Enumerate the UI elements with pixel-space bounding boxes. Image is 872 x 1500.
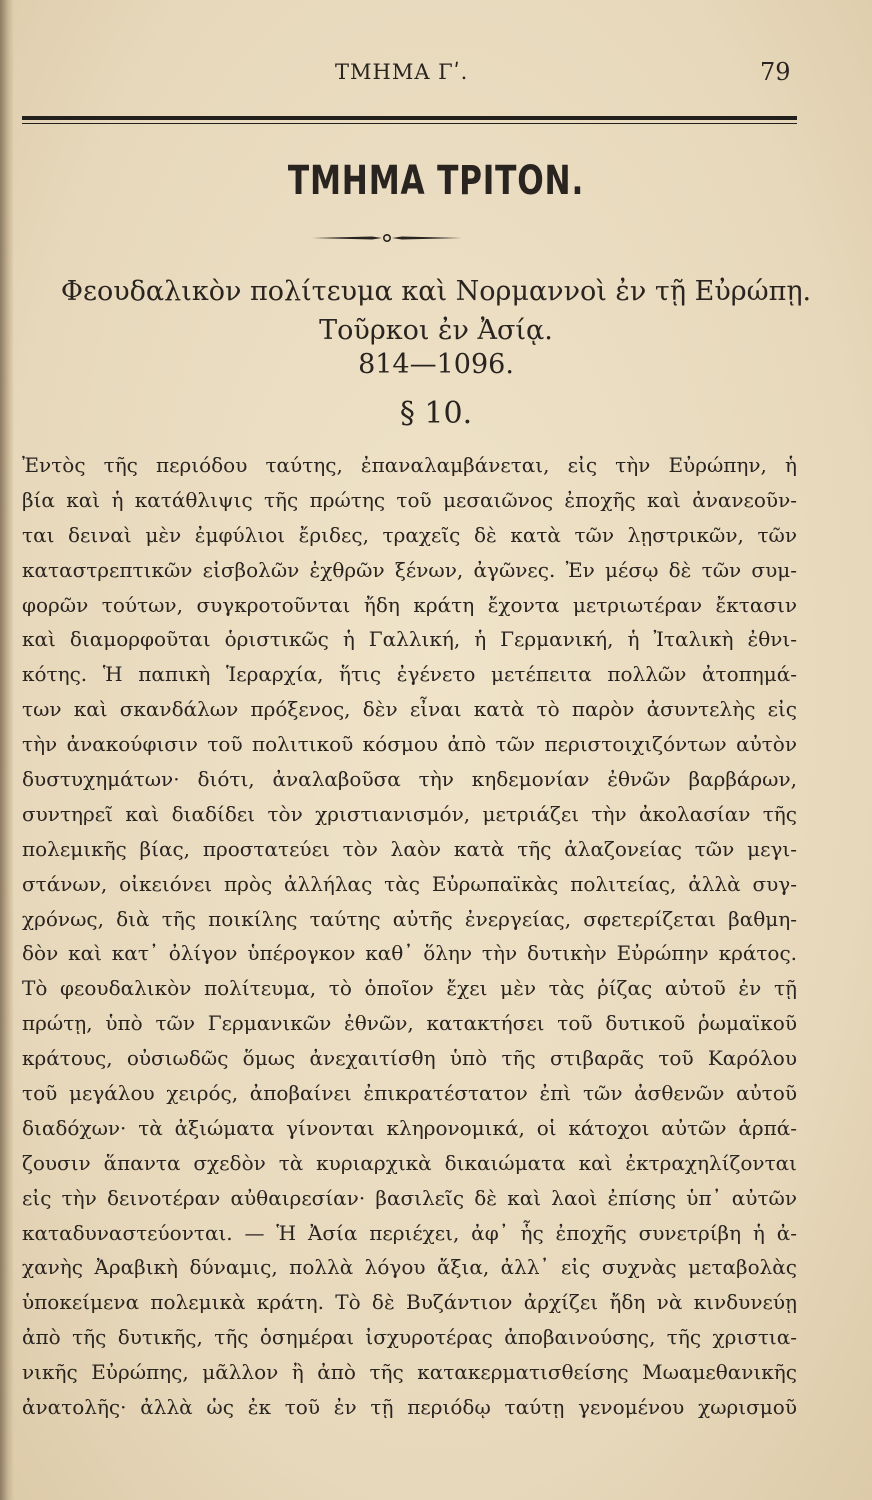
text-line: ται δειναὶ μὲν ἐμφύλιοι ἔριδες, τραχεῖς δὲ κατὰ τῶν λῃστρικῶν, τῶν xyxy=(22,522,797,547)
text-line: ἀνατολῆς· ἀλλὰ ὡς ἐκ τοῦ ἐν τῇ περιόδῳ ταύτῃ γενομένου χωρισμοῦ xyxy=(22,1395,797,1420)
text-line: στάνων, οἰκειόνει πρὸς ἀλλήλας τὰς Εὐρωπαϊκὰς πολιτείας, ἀλλὰ συγ- xyxy=(22,871,797,896)
running-head xyxy=(0,56,872,90)
text-line: τοῦ μεγάλου χειρός, ἀποβαίνει ἐπικρατέστατον ἐπὶ τῶν ἀσθενῶν αὐτοῦ xyxy=(22,1081,797,1106)
date-range: 814—1096. xyxy=(358,349,514,380)
text-line: φορῶν τούτων, συγκροτοῦνται ἤδη κράτη ἔχοντα μετριωτέραν ἔκτασιν xyxy=(22,592,797,617)
text-line: των καὶ σκανδάλων πρόξενος, δὲν εἶναι κατὰ τὸ παρὸν ἀσυντελὴς εἰς xyxy=(22,697,797,722)
text-line: δὸν καὶ κατ᾽ ὀλίγον ὑπέρογκον καθ᾽ ὅλην τὴν δυτικὴν Εὐρώπην κράτος. xyxy=(22,941,797,966)
text-line: καὶ διαμορφοῦται ὁριστικῶς ἡ Γαλλική, ἡ Γερμανική, ἡ Ἰταλικὴ ἐθνι- xyxy=(22,627,797,652)
text-line: ὑποκείμενα πολεμικὰ κράτη. Τὸ δὲ Βυζάντιον ἀρχίζει ἤδη νὰ κινδυνεύῃ xyxy=(22,1290,797,1315)
page-binding-edge xyxy=(0,0,14,1500)
text-line: καταστρεπτικῶν εἰσβολῶν ἐχθρῶν ξένων, ἀγῶνες. Ἐν μέσῳ δὲ τῶν συμ- xyxy=(22,557,797,582)
text-line: τὴν ἀνακούφισιν τοῦ πολιτικοῦ κόσμου ἀπὸ τῶν περιστοιχιζόντων αὐτὸν xyxy=(22,732,797,757)
paragraph-mark: § 10. xyxy=(399,396,473,431)
text-line: κράτους, οὐσιωδῶς ὅμως ἀνεχαιτίσθη ὑπὸ τῆς στιβαρᾶς τοῦ Καρόλου xyxy=(22,1046,797,1071)
section-title: ΤΜΗΜΑ ΤΡΙΤΟΝ. xyxy=(287,158,585,204)
body-text xyxy=(22,448,797,1425)
text-line: ζουσιν ἅπαντα σχεδὸν τὰ κυριαρχικὰ δικαιώματα καὶ ἐκτραχηλίζονται xyxy=(22,1150,797,1175)
text-line: δυστυχημάτων· διότι, ἀναλαβοῦσα τὴν κηδεμονίαν ἐθνῶν βαρβάρων, xyxy=(22,767,797,792)
header-rule-thin xyxy=(22,123,797,124)
text-line: εἰς τὴν δεινοτέραν αὐθαιρεσίαν· βασιλεῖς δὲ καὶ λαοὶ ἐπίσης ὑπ᾽ αὐτῶν xyxy=(22,1185,797,1210)
text-line: χανὴς Ἀραβικὴ δύναμις, πολλὰ λόγου ἄξια, ἀλλ᾽ εἰς συχνὰς μεταβολὰς xyxy=(22,1255,797,1280)
text-line: καταδυναστεύονται. — Ἡ Ἀσία περιέχει, ἀφ᾽ ἧς ἐποχῆς συνετρίβη ἡ ἀ- xyxy=(22,1220,797,1245)
text-line: βία καὶ ἡ κατάθλιψις τῆς πρώτης τοῦ μεσαιῶνος ἐποχῆς καὶ ἀνανεοῦν- xyxy=(22,487,797,512)
subtitle-line-2: Τοῦρκοι ἐν Ἀσίᾳ. xyxy=(319,315,553,346)
ornament-divider xyxy=(312,232,462,244)
text-line: χρόνως, διὰ τῆς ποικίλης ταύτης αὐτῆς ἐνεργείας, σφετερίζεται βαθμη- xyxy=(22,906,797,931)
header-rule-thick xyxy=(22,116,797,120)
text-line: ἀπὸ τῆς δυτικῆς, τῆς ὁσημέραι ἰσχυροτέρας ἀποβαινούσης, τῆς χριστια- xyxy=(22,1325,797,1350)
page-number: 79 xyxy=(760,58,791,86)
running-title: ΤΜΗΜΑ Γʹ. xyxy=(335,60,469,84)
text-line: πολεμικῆς βίας, προστατεύει τὸν λαὸν κατὰ τῆς ἀλαζονείας τῶν μεγι- xyxy=(22,836,797,861)
text-line: Τὸ φεουδαλικὸν πολίτευμα, τὸ ὁποῖον ἔχει μὲν τὰς ῥίζας αὐτοῦ ἐν τῇ xyxy=(22,976,797,1001)
text-line: κότης. Ἡ παπικὴ Ἱεραρχία, ἥτις ἐγένετο μετέπειτα πολλῶν ἀτοπημά- xyxy=(22,662,797,687)
text-line: συντηρεῖ καὶ διαδίδει τὸν χριστιανισμόν, μετριάζει τὴν ἀκολασίαν τῆς xyxy=(22,801,797,826)
text-line: Ἐντὸς τῆς περιόδου ταύτης, ἐπαναλαμβάνεται, εἰς τὴν Εὐρώπην, ἡ xyxy=(22,453,797,477)
text-line: νικῆς Εὐρώπης, μᾶλλον ἢ ἀπὸ τῆς κατακερματισθείσης Μωαμεθανικῆς xyxy=(22,1360,797,1385)
text-line: πρώτῃ, ὑπὸ τῶν Γερμανικῶν ἐθνῶν, κατακτήσει τοῦ δυτικοῦ ῥωμαϊκοῦ xyxy=(22,1011,797,1036)
subtitle-line-1: Φεουδαλικὸν πολίτευμα καὶ Νορμαννοὶ ἐν τῇ Εὐρώπῃ. xyxy=(60,276,812,307)
text-line: διαδόχων· τὰ ἀξιώματα γίνονται κληρονομικά, οἱ κάτοχοι αὐτῶν ἁρπά- xyxy=(22,1115,797,1140)
